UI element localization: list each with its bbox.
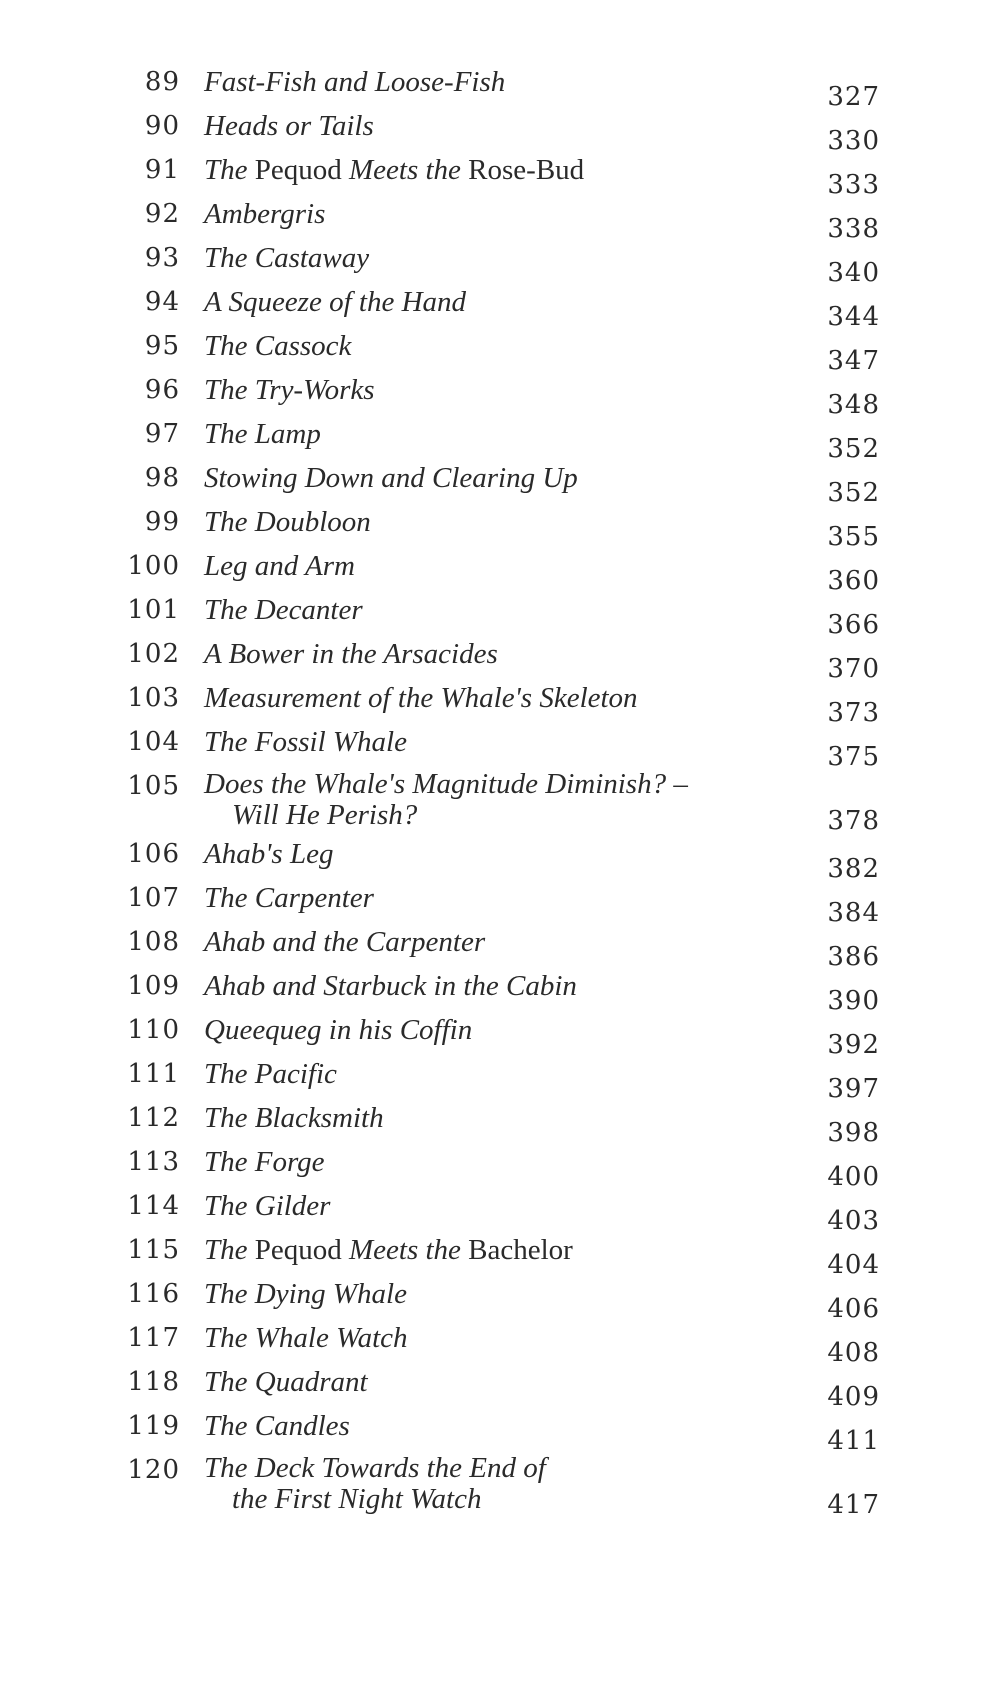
- chapter-title: The Pequod Meets the Bachelor: [204, 1234, 573, 1266]
- toc-entry: [100, 632, 880, 684]
- toc-entry: [100, 1360, 880, 1412]
- chapter-title: The Doubloon: [204, 506, 371, 538]
- chapter-title: The Carpenter: [204, 882, 374, 914]
- chapter-title: Queequeg in his Coffin: [204, 1014, 473, 1046]
- toc-entry: [100, 324, 880, 376]
- page-number: 392: [827, 1030, 880, 1060]
- page-number: 409: [827, 1382, 880, 1412]
- chapter-number: 113: [127, 1147, 180, 1177]
- toc-entry: [100, 1184, 880, 1236]
- chapter-title: A Squeeze of the Hand: [204, 286, 467, 318]
- page-number: 400: [827, 1162, 880, 1192]
- chapter-number: 99: [144, 507, 180, 537]
- chapter-number: 91: [144, 155, 180, 185]
- chapter-title: The Decanter: [204, 594, 363, 626]
- toc-entry: [100, 1272, 880, 1324]
- chapter-number: 112: [127, 1103, 180, 1133]
- toc-entry: [100, 720, 880, 772]
- page-number: 411: [827, 1426, 880, 1456]
- page-number: 384: [827, 898, 880, 928]
- page-number: 333: [827, 170, 880, 200]
- chapter-number: 116: [127, 1279, 180, 1309]
- chapter-title: Ahab's Leg: [204, 838, 334, 870]
- toc-entry: [100, 544, 880, 596]
- chapter-number: 107: [127, 883, 180, 913]
- page-number: 408: [827, 1338, 880, 1368]
- page-number: 366: [827, 610, 880, 640]
- page-number: 403: [827, 1206, 880, 1236]
- page-number: 390: [827, 986, 880, 1016]
- page-number: 373: [827, 698, 880, 728]
- page-number: 348: [827, 390, 880, 420]
- chapter-title: The Whale Watch: [204, 1322, 408, 1354]
- page-number: 352: [827, 434, 880, 464]
- chapter-number: 105: [127, 771, 180, 801]
- chapter-number: 117: [127, 1323, 180, 1353]
- toc-entry: [100, 412, 880, 464]
- chapter-number: 114: [127, 1191, 180, 1221]
- toc-entry: [100, 764, 880, 836]
- chapter-title: The Pequod Meets the Rose-Bud: [204, 154, 585, 186]
- chapter-number: 101: [127, 595, 180, 625]
- chapter-number: 111: [127, 1059, 180, 1089]
- page-number: 404: [827, 1250, 880, 1280]
- chapter-number: 110: [127, 1015, 180, 1045]
- chapter-title: Fast-Fish and Loose-Fish: [204, 66, 506, 98]
- chapter-title: Ahab and Starbuck in the Cabin: [204, 970, 577, 1002]
- toc-entry: [100, 1228, 880, 1280]
- page-number: 375: [827, 742, 880, 772]
- chapter-title: The Candles: [204, 1410, 350, 1442]
- chapter-number: 118: [127, 1367, 180, 1397]
- chapter-title: The Lamp: [204, 418, 321, 450]
- toc-entry: [100, 500, 880, 552]
- chapter-number: 98: [144, 463, 180, 493]
- page-number: 352: [827, 478, 880, 508]
- page-number: 330: [827, 126, 880, 156]
- chapter-number: 102: [127, 639, 180, 669]
- page-number: 355: [827, 522, 880, 552]
- chapter-number: 89: [144, 67, 180, 97]
- chapter-number: 100: [127, 551, 180, 581]
- chapter-number: 109: [127, 971, 180, 1001]
- toc-entry: [100, 368, 880, 420]
- table-of-contents: [100, 60, 880, 1520]
- chapter-title: The Dying Whale: [204, 1278, 407, 1310]
- chapter-title: The Try-Works: [204, 374, 375, 406]
- toc-entry: [100, 148, 880, 200]
- toc-entry: [100, 456, 880, 508]
- toc-entry: [100, 832, 880, 884]
- page-number: 347: [827, 346, 880, 376]
- toc-entry: [100, 236, 880, 288]
- toc-entry: [100, 1404, 880, 1456]
- toc-entry: [100, 964, 880, 1016]
- chapter-number: 93: [144, 243, 180, 273]
- chapter-title: Ambergris: [204, 198, 326, 230]
- toc-entry: [100, 920, 880, 972]
- page-number: 406: [827, 1294, 880, 1324]
- toc-entry: [100, 1448, 880, 1520]
- chapter-number: 106: [127, 839, 180, 869]
- toc-entry: [100, 588, 880, 640]
- page-number: 344: [827, 302, 880, 332]
- chapter-number: 103: [127, 683, 180, 713]
- chapter-title: Stowing Down and Clearing Up: [204, 462, 578, 494]
- chapter-number: 96: [144, 375, 180, 405]
- page-number: 338: [827, 214, 880, 244]
- chapter-number: 115: [127, 1235, 180, 1265]
- chapter-number: 94: [144, 287, 180, 317]
- page-number: 386: [827, 942, 880, 972]
- chapter-title: The Forge: [204, 1146, 325, 1178]
- chapter-title: The Castaway: [204, 242, 370, 274]
- toc-entry: [100, 280, 880, 332]
- toc-entry: [100, 1096, 880, 1148]
- chapter-title: The Deck Towards the End of the First Night Watch: [204, 1452, 546, 1515]
- chapter-title: The Pacific: [204, 1058, 337, 1090]
- chapter-number: 90: [144, 111, 180, 141]
- chapter-title: A Bower in the Arsacides: [204, 638, 498, 670]
- page-number: 382: [827, 854, 880, 884]
- page-number: 360: [827, 566, 880, 596]
- chapter-number: 119: [127, 1411, 180, 1441]
- chapter-title: The Cassock: [204, 330, 352, 362]
- chapter-number: 108: [127, 927, 180, 957]
- page-number: 378: [827, 806, 880, 836]
- chapter-title: Measurement of the Whale's Skeleton: [204, 682, 638, 714]
- chapter-title: Ahab and the Carpenter: [204, 926, 486, 958]
- page-number: 327: [827, 82, 880, 112]
- toc-entry: [100, 104, 880, 156]
- chapter-title: The Fossil Whale: [204, 726, 407, 758]
- chapter-title: Does the Whale's Magnitude Diminish? – Will He Perish?: [204, 768, 688, 831]
- toc-entry: [100, 192, 880, 244]
- chapter-title: The Blacksmith: [204, 1102, 384, 1134]
- chapter-title: The Gilder: [204, 1190, 331, 1222]
- page-number: 397: [827, 1074, 880, 1104]
- page-number: 340: [827, 258, 880, 288]
- chapter-number: 95: [144, 331, 180, 361]
- chapter-title: Leg and Arm: [204, 550, 355, 582]
- toc-entry: [100, 876, 880, 928]
- toc-entry: [100, 1008, 880, 1060]
- toc-entry: [100, 1052, 880, 1104]
- page-number: 398: [827, 1118, 880, 1148]
- chapter-number: 92: [144, 199, 180, 229]
- chapter-number: 97: [144, 419, 180, 449]
- chapter-number: 104: [127, 727, 180, 757]
- toc-entry: [100, 676, 880, 728]
- toc-entry: [100, 60, 880, 112]
- toc-entry: [100, 1140, 880, 1192]
- chapter-title: The Quadrant: [204, 1366, 368, 1398]
- chapter-number: 120: [127, 1455, 180, 1485]
- page-number: 417: [827, 1490, 880, 1520]
- toc-entry: [100, 1316, 880, 1368]
- chapter-title: Heads or Tails: [204, 110, 374, 142]
- page-number: 370: [827, 654, 880, 684]
